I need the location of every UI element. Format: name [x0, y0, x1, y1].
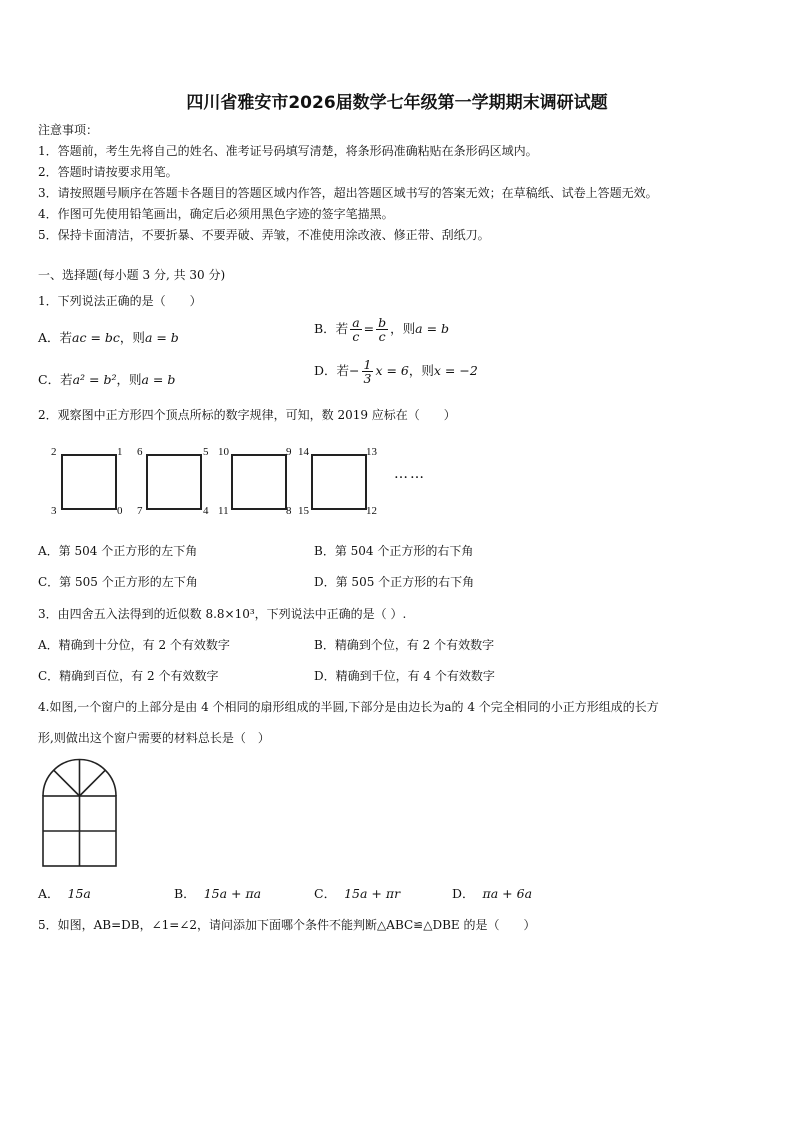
q1-a-mid: ，则	[119, 330, 145, 345]
q2-option-d: D．第 505 个正方形的右下角	[314, 575, 475, 589]
vertex-label: 2	[51, 446, 57, 458]
q1-c-prefix: C．若	[38, 372, 73, 387]
q5-stem: 5．如图，AB=DB，∠1=∠2，请问添加下面哪个条件不能判断△ABC≌△DBE 的是（ ）	[38, 918, 536, 932]
q1-d-math: x = 6	[375, 363, 409, 378]
option-math: 15a + πa	[203, 886, 262, 901]
window-figure	[38, 758, 122, 870]
q1-a-result: a = b	[144, 330, 179, 345]
square-figure	[311, 454, 367, 510]
notice-item: 1．答题前，考生先将自己的姓名、准考证号码填写清楚，将条形码准确粘贴在条形码区域内。	[38, 144, 538, 158]
notice-item: 2．答题时请按要求用笔。	[38, 165, 178, 179]
q4-stem-line1: 4.如图,一个窗户的上部分是由 4 个相同的扇形组成的半圆,下部分是由边长为a的 4 个完全相同的小正方形组成的长方	[38, 700, 659, 714]
q2-option-c: C．第 505 个正方形的左下角	[38, 575, 198, 589]
square-figure	[61, 454, 117, 510]
denominator: c	[352, 329, 360, 344]
page-title: 四川省雅安市2026届数学七年级第一学期期末调研试题	[186, 93, 608, 113]
option-label: A．	[38, 886, 60, 901]
vertex-label: 1	[117, 446, 123, 458]
q3-option-d: D．精确到千位，有 4 个有效数字	[314, 669, 495, 683]
q1-c-math: a² = b²	[72, 372, 117, 387]
q1-c-mid: ，则	[116, 372, 142, 387]
vertex-label: 4	[203, 505, 209, 517]
q1-a-prefix: A．若	[38, 330, 73, 345]
q3-option-b: B．精确到个位，有 2 个有效数字	[314, 638, 495, 652]
vertex-label: 5	[203, 446, 209, 458]
q3-stem: 3．由四舍五入法得到的近似数 8.8×10³，下列说法中正确的是（ ）.	[38, 607, 407, 621]
q1-b-fraction-1	[350, 316, 361, 343]
equals-sign: =	[363, 321, 375, 336]
option-math: 15a + πr	[344, 886, 401, 901]
option-label: B．	[174, 886, 196, 901]
sector-line	[80, 770, 106, 796]
q1-option-b	[314, 316, 449, 343]
q1-b-fraction-2	[376, 316, 388, 343]
option-label: C．	[314, 886, 337, 901]
vertex-label: 11	[218, 505, 229, 517]
vertex-label: 9	[286, 446, 292, 458]
notice-item: 5．保持卡面清洁，不要折暴、不要弄破、弄皱，不准使用涂改液、修正带、刮纸刀。	[38, 228, 490, 242]
q1-option-c	[38, 370, 175, 388]
q3-option-c: C．精确到百位，有 2 个有效数字	[38, 669, 219, 683]
ellipsis: ……	[394, 466, 426, 482]
q1-a-math: ac = bc	[72, 330, 120, 345]
q4-stem-line2: 形,则做出这个窗户需要的材料总长是（ ）	[38, 731, 270, 745]
square-figure	[231, 454, 287, 510]
sector-line	[54, 770, 80, 796]
q4-option-c	[314, 884, 400, 902]
vertex-label: 3	[51, 505, 57, 517]
q1-b-result: a = b	[415, 321, 450, 336]
q4-option-b	[174, 884, 261, 902]
q1-d-mid: ，则	[408, 363, 434, 378]
q2-stem: 2．观察图中正方形四个顶点所标的数字规律，可知，数 2019 应标在（ ）	[38, 408, 456, 422]
q1-option-a	[38, 328, 179, 346]
notice-heading: 注意事项：	[38, 123, 99, 137]
option-label: D．	[452, 886, 475, 901]
option-math: 15a	[67, 886, 91, 901]
denominator: 3	[363, 371, 372, 386]
notice-item: 4．作图可先使用铅笔画出，确定后必须用黑色字迹的签字笔描黑。	[38, 207, 394, 221]
numerator: b	[378, 315, 387, 330]
q4-option-d	[452, 884, 532, 902]
q1-option-d	[314, 358, 478, 385]
vertex-label: 7	[137, 505, 143, 517]
q1-c-result: a = b	[141, 372, 176, 387]
q1-d-result: x = −2	[433, 363, 478, 378]
q3-option-a: A．精确到十分位，有 2 个有效数字	[38, 638, 230, 652]
vertex-label: 13	[366, 446, 377, 458]
vertex-label: 0	[117, 505, 123, 517]
q1-d-prefix: D．若−	[314, 363, 360, 378]
q2-option-b: B．第 504 个正方形的右下角	[314, 544, 474, 558]
section-heading: 一、选择题(每小题 3 分, 共 30 分)	[38, 268, 226, 282]
option-math: πa + 6a	[482, 886, 533, 901]
vertex-label: 14	[298, 446, 309, 458]
vertex-label: 12	[366, 505, 377, 517]
vertex-label: 10	[218, 446, 229, 458]
vertex-label: 6	[137, 446, 143, 458]
q1-b-prefix: B．若	[314, 321, 349, 336]
notice-item: 3．请按照题号顺序在答题卡各题目的答题区域内作答，超出答题区域书写的答案无效；在草稿纸、试卷上答题无效。	[38, 186, 658, 200]
q1-d-fraction	[362, 358, 374, 385]
numerator: a	[352, 315, 360, 330]
vertex-label: 15	[298, 505, 309, 517]
q1-b-mid: ，则	[390, 321, 416, 336]
square-figure	[146, 454, 202, 510]
q2-option-a: A．第 504 个正方形的左下角	[38, 544, 198, 558]
numerator: 1	[363, 357, 372, 372]
q1-stem: 1．下列说法正确的是（ ）	[38, 294, 202, 308]
denominator: c	[378, 329, 386, 344]
vertex-label: 8	[286, 505, 292, 517]
q4-option-a	[38, 884, 91, 902]
